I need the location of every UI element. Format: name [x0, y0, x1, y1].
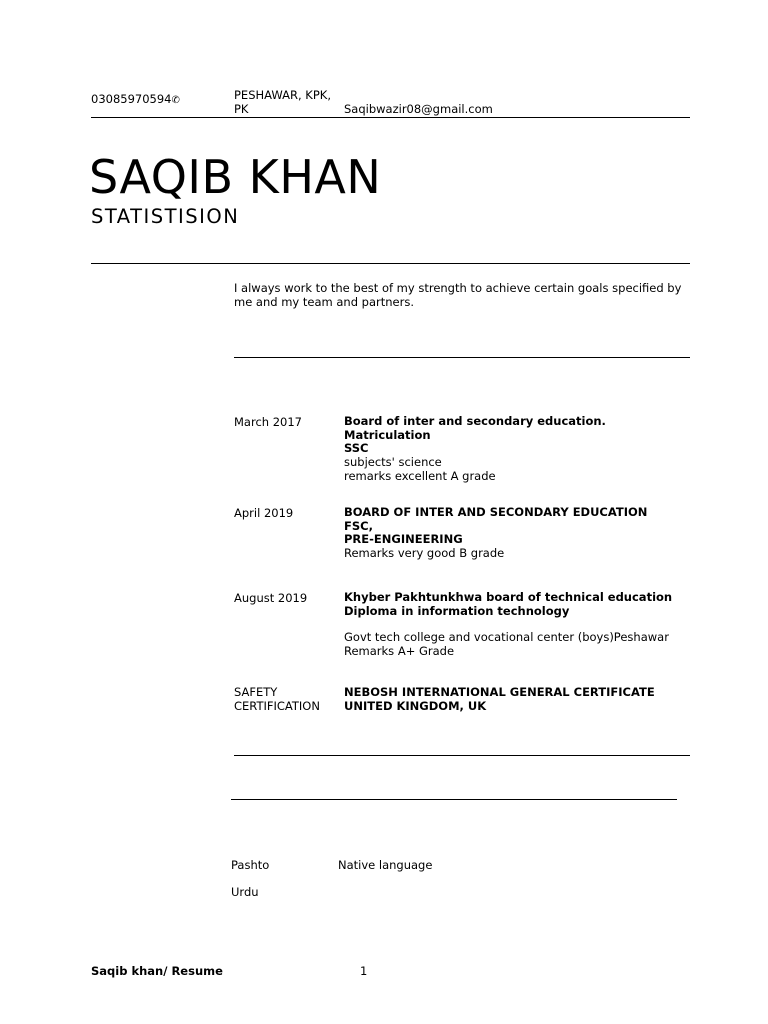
entry-date: March 2017	[234, 415, 302, 429]
language-name: Pashto	[231, 858, 270, 872]
page-number: 1	[360, 964, 368, 978]
education-entry: Board of inter and secondary education. Matriculation SSC subjects' science remarks excellent A grade	[344, 414, 606, 483]
entry-date: April 2019	[234, 506, 294, 520]
footer-label: Saqib khan/ Resume	[91, 964, 223, 978]
section-divider	[231, 799, 677, 800]
education-entry: Khyber Pakhtunkhwa board of technical education Diploma in information technology Govt tech college and vocational center (boys)Peshawar Remarks A+ Grade	[344, 590, 673, 659]
phone-number: 03085970594✆	[91, 92, 180, 106]
language-level: Native language	[338, 858, 433, 872]
objective-divider	[234, 357, 690, 358]
education-divider	[234, 755, 690, 756]
person-name: SAQIB KHAN	[89, 150, 382, 204]
language-name: Urdu	[231, 885, 259, 899]
certification-entry: NEBOSH INTERNATIONAL GENERAL CERTIFICATE UNITED KINGDOM, UK	[344, 685, 655, 713]
email[interactable]: Saqibwazir08@gmail.com	[344, 102, 493, 116]
objective: I always work to the best of my strength to achieve certain goals specified by me and my team and partners.	[234, 281, 682, 309]
entry-date: SAFETY CERTIFICATION	[234, 685, 320, 713]
job-title: STATISTISION	[91, 205, 240, 228]
title-divider	[91, 263, 690, 264]
phone-icon: ✆	[171, 95, 180, 106]
location: PESHAWAR, KPK, PK	[234, 88, 331, 116]
education-entry: BOARD OF INTER AND SECONDARY EDUCATION FSC, PRE-ENGINEERING Remarks very good B grade	[344, 505, 648, 561]
entry-date: August 2019	[234, 591, 308, 605]
header-divider	[91, 117, 690, 118]
